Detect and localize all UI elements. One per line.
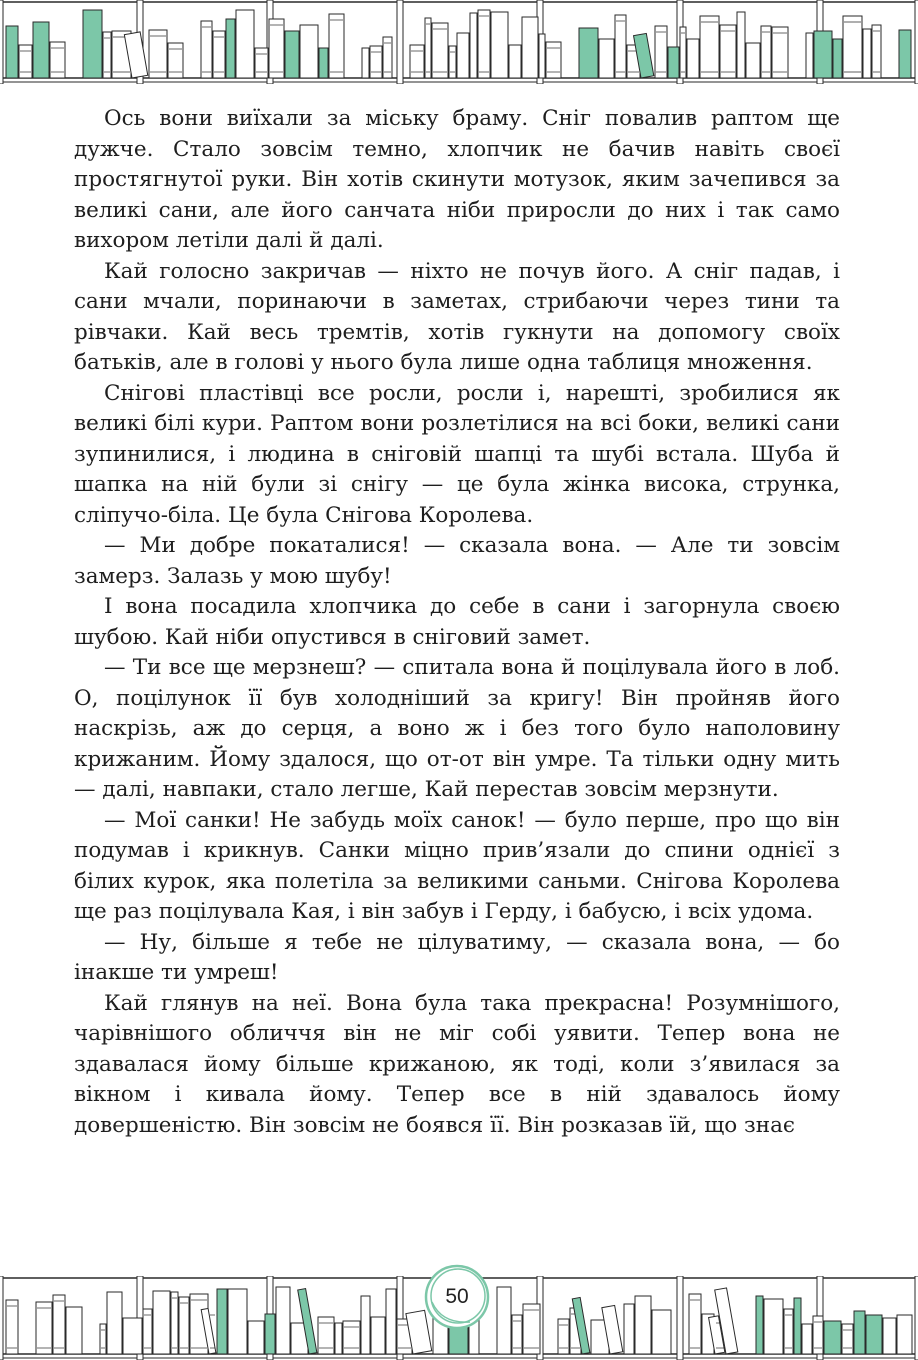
paragraph: Кай глянув на неї. Вона була така прекрасна! Розумнішого, чарівнішого обличчя він не міг собі уявити. Тепер вона не здавалася йому більше крижаною, як тоді, коли з’явилася за вікном і кивала йому. Тепер все в ній здавалось йому довершеністю. Він зовсім не боявся її. Він розказав їй, що знає <box>74 990 840 1138</box>
paragraph: — Мої санки! Не забудь моїх санок! — було перше, про що він подумав і крикнув. Санки міцно прив’язали до спини однієї з білих курок, яка полетіла за великими саньми. Снігова Королева ще раз поцілувала Кая, і він забув і Герду, і бабусю, і всіх удома. <box>74 807 840 924</box>
page-number: 50 <box>445 1285 469 1308</box>
paragraph: Кай голосно закричав — ніхто не почув його. А сніг падав, і сани мчали, поринаючи в заметах, стрибаючи через тини та рівчаки. Кай весь тремтів, хотів гукнути на допомогу своїх батьків, але в голові у нього була лише одна таблиця множення. <box>74 258 840 375</box>
paragraph: — Ми добре покаталися! — сказала вона. — Але ти зовсім замерз. Залазь у мою шубу! <box>74 533 840 589</box>
page-number-badge <box>422 1262 492 1332</box>
paragraph: — Ну, більше я тебе не цілуватиму, — сказала вона, — бо інакше ти умреш! <box>74 929 840 985</box>
paragraph: І вона посадила хлопчика до себе в сани і загорнула своєю шубою. Кай ніби опустився в сніговий замет. <box>74 594 840 650</box>
paragraph: Ось вони виїхали за міську браму. Сніг повалив раптом ще дужче. Стало зовсім темно, хлопчик не бачив навіть своєї простягнутої руки. Він хотів скинути мотузок, яким зачепився за великі сани, але його санчата ніби приросли до них і так само вихором летіли далі й далі. <box>74 106 840 253</box>
page-text <box>74 104 840 1141</box>
paragraph: — Ти все ще мерзнеш? — спитала вона й поцілувала його в лоб. О, поцілунок її був холодніший за кригу! Він пройняв його наскрізь, аж до серця, а воно ж і без того було наполовину крижаним. Йому здалося, що от-от він умре. Та тільки одну мить — далі, навпаки, стало легше, Кай перестав зовсім мерзнути. <box>74 655 840 802</box>
paragraph: Снігові пластівці все росли, росли і, нарешті, зробилися як великі білі кури. Раптом вони розлетілися на всі боки, великі сани зупинилися, і людина в сніговій шапці та шубі встала. Шуба й шапка на ній були зі снігу — це була жінка висока, струнка, сліпучо-біла. Це була Снігова Королева. <box>74 380 840 528</box>
bookshelf-illustration-top <box>0 0 918 84</box>
